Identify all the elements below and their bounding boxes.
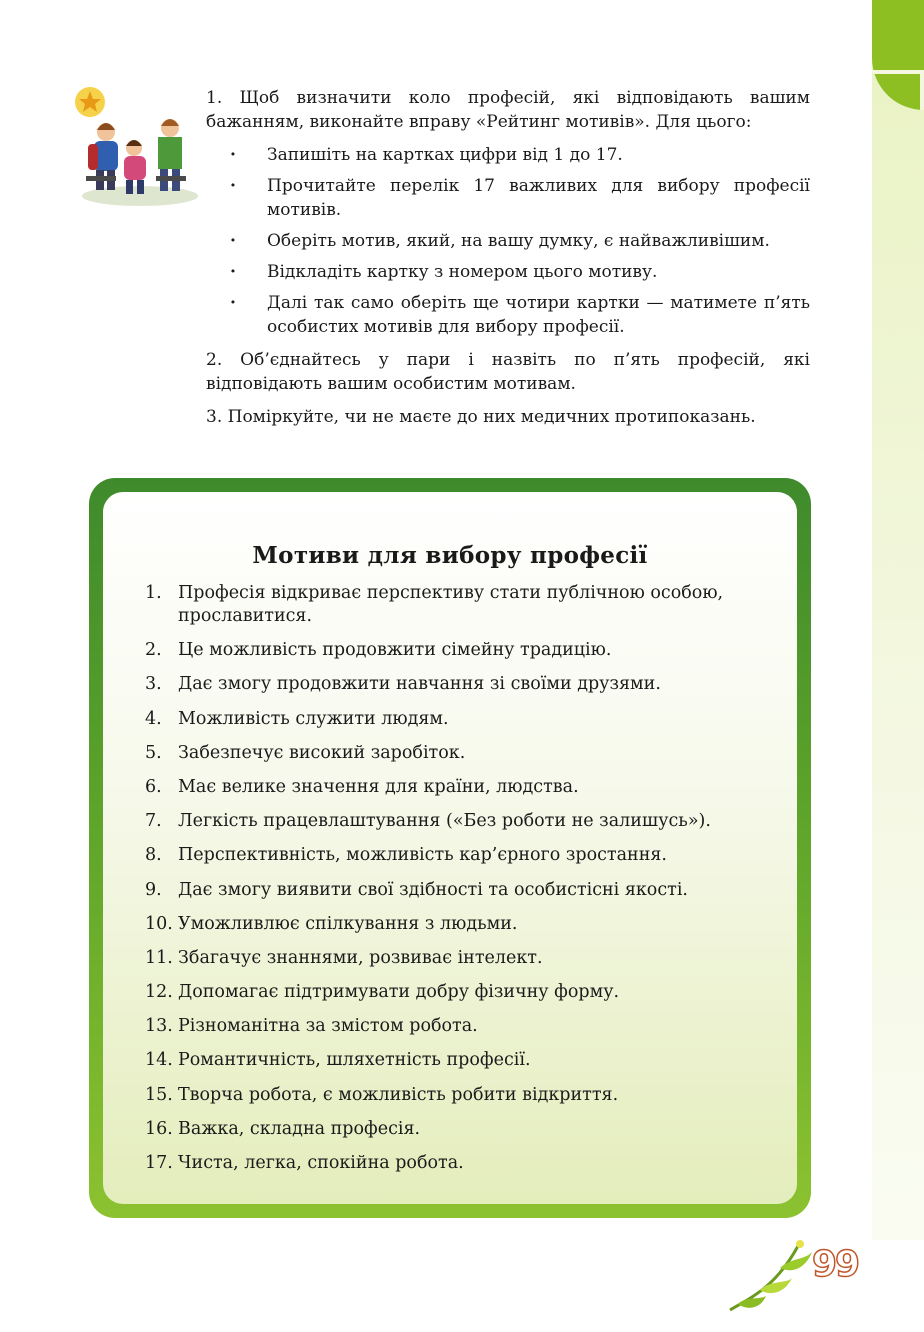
list-item-text: Легкість працевлаштування («Без роботи не залишусь»). xyxy=(178,811,711,832)
list-item-number: 2. xyxy=(145,640,162,661)
list-item-number: 7. xyxy=(145,811,162,832)
list-item-text: Дає змогу виявити свої здібності та особистісні якості. xyxy=(178,879,688,900)
task-step-1: 1. Щоб визначити коло професій, які відповідають вашим бажанням, виконайте вправу «Рейтинг мотивів». Для цього: xyxy=(206,88,810,132)
motives-list xyxy=(145,582,765,1186)
leaf-decoration-icon xyxy=(720,1238,820,1318)
list-item xyxy=(145,582,765,628)
list-item-number: 17. xyxy=(145,1153,173,1173)
task-bullet-item: · Відкладіть картку з номером цього мотиву. xyxy=(206,260,810,284)
list-item xyxy=(145,1015,765,1038)
list-item xyxy=(145,844,765,867)
list-item-number: 3. xyxy=(145,674,162,695)
list-item-text: Творча робота, є можливість робити відкриття. xyxy=(178,1084,619,1105)
list-item xyxy=(145,1118,765,1141)
list-item xyxy=(145,1152,765,1175)
motives-title: Мотиви для вибору професії xyxy=(252,542,648,569)
task-bullet-item: · Оберіть мотив, який, на вашу думку, є найважливішим. xyxy=(206,229,810,253)
students-discussion-icon xyxy=(72,84,202,210)
list-item-text: Збагачує знаннями, розвиває інтелект. xyxy=(178,947,543,968)
list-item xyxy=(145,947,765,970)
task-bullet-item: · Далі так само оберіть ще чотири картки — матимете п’ять особистих мотивів для вибору професії. xyxy=(206,291,810,339)
list-item-text: Чиста, легка, спокійна робота. xyxy=(178,1153,464,1173)
side-strip xyxy=(872,0,924,1240)
list-item-text: Це можливість продовжити сімейну традицію. xyxy=(178,640,612,661)
list-item xyxy=(145,981,765,1004)
list-item-text: Професія відкриває перспективу стати публічною особою, прославитися. xyxy=(178,583,724,626)
corner-tab xyxy=(872,0,924,110)
list-item-text: Різноманітна за змістом робота. xyxy=(178,1016,478,1037)
list-item xyxy=(145,639,765,662)
list-item-text: Важка, складна професія. xyxy=(178,1118,421,1139)
list-item xyxy=(145,913,765,936)
list-item-text: Можливість служити людям. xyxy=(178,708,449,729)
list-item-number: 14. xyxy=(145,1050,173,1071)
list-item-text: Романтичність, шляхетність професії. xyxy=(178,1050,531,1071)
list-item-number: 12. xyxy=(145,982,173,1003)
task-bullet-list xyxy=(206,143,810,339)
list-item-number: 9. xyxy=(145,879,162,900)
list-item xyxy=(145,776,765,799)
motives-box-inner xyxy=(103,492,797,1204)
list-item xyxy=(145,879,765,902)
list-item-text: Дає змогу продовжити навчання зі своїми друзями. xyxy=(178,674,661,695)
list-item-text: Допомагає підтримувати добру фізичну форму. xyxy=(178,982,620,1003)
list-item-number: 4. xyxy=(145,708,162,729)
list-item-text: Має велике значення для країни, людства. xyxy=(178,776,579,797)
list-item xyxy=(145,1084,765,1107)
list-item-number: 1. xyxy=(145,583,162,603)
list-item xyxy=(145,742,765,765)
list-item-number: 5. xyxy=(145,742,162,763)
list-item xyxy=(145,708,765,731)
task-bullet-item: · Прочитайте перелік 17 важливих для вибору професії мотивів. xyxy=(206,174,810,222)
task-bullet-item: · Запишіть на картках цифри від 1 до 17. xyxy=(206,143,810,167)
page-number: 99 xyxy=(812,1244,859,1285)
list-item xyxy=(145,673,765,696)
list-item-number: 15. xyxy=(145,1084,173,1105)
list-item-number: 10. xyxy=(145,913,173,934)
task-step-2: 2. Об’єднайтесь у пари і назвіть по п’ять професій, які відповідають вашим особистим мотивам. xyxy=(206,350,810,394)
list-item-number: 16. xyxy=(145,1118,173,1139)
list-item-number: 13. xyxy=(145,1016,173,1037)
list-item-number: 8. xyxy=(145,845,162,866)
list-item xyxy=(145,810,765,833)
list-item-text: Уможливлює спілкування з людьми. xyxy=(178,913,518,934)
motives-box xyxy=(89,478,811,1218)
list-item-text: Забезпечує високий заробіток. xyxy=(178,742,466,763)
task-step-3: 3. Поміркуйте, чи не маєте до них медичних протипоказань. xyxy=(206,407,756,427)
list-item-number: 11. xyxy=(145,947,173,968)
list-item-number: 6. xyxy=(145,776,162,797)
list-item-text: Перспективність, можливість кар’єрного зростання. xyxy=(178,845,667,866)
list-item xyxy=(145,1049,765,1072)
star-badge-icon xyxy=(75,87,105,117)
task-instructions xyxy=(206,86,810,438)
